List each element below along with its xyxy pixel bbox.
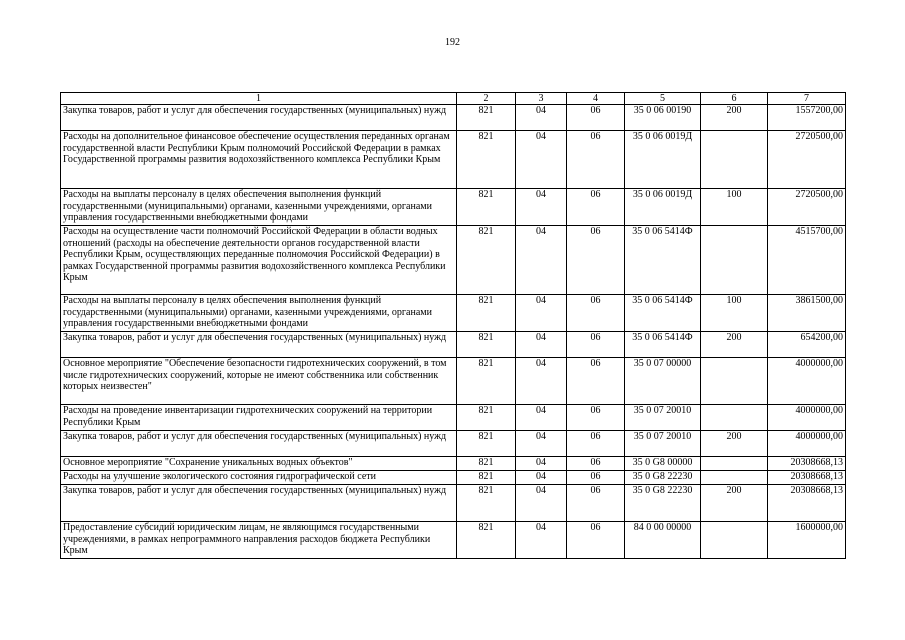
cell-amount: 4515700,00 xyxy=(768,226,846,295)
cell-col-4: 06 xyxy=(567,226,625,295)
cell-col-5: 35 0 07 20010 xyxy=(625,405,701,431)
page-number: 192 xyxy=(445,37,460,48)
header-col-3: 3 xyxy=(516,93,567,105)
cell-col-4: 06 xyxy=(567,431,625,457)
cell-col-2: 821 xyxy=(457,358,516,405)
header-col-7: 7 xyxy=(768,93,846,105)
cell-col-5: 35 0 06 5414Ф xyxy=(625,295,701,332)
table-body xyxy=(61,105,846,559)
cell-col-2: 821 xyxy=(457,431,516,457)
cell-col-5: 35 0 G8 00000 xyxy=(625,457,701,471)
cell-col-5: 35 0 06 0019Д xyxy=(625,189,701,226)
cell-col-4: 06 xyxy=(567,485,625,522)
cell-col-4: 06 xyxy=(567,358,625,405)
cell-col-6 xyxy=(701,471,768,485)
cell-col-5: 35 0 06 5414Ф xyxy=(625,226,701,295)
cell-name: Расходы на выплаты персоналу в целях обеспечения выполнения функций государственными (муниципальными) органами, казенными учреждениями, органами управления государственными внебюджетными фондами xyxy=(61,295,457,332)
cell-name: Закупка товаров, работ и услуг для обеспечения государственных (муниципальных) нужд xyxy=(61,332,457,358)
budget-table xyxy=(60,92,846,559)
cell-col-3: 04 xyxy=(516,485,567,522)
table-row xyxy=(61,131,846,189)
cell-col-3: 04 xyxy=(516,226,567,295)
cell-col-4: 06 xyxy=(567,295,625,332)
cell-col-2: 821 xyxy=(457,295,516,332)
table-row xyxy=(61,457,846,471)
cell-amount: 4000000,00 xyxy=(768,405,846,431)
cell-col-6: 200 xyxy=(701,105,768,131)
cell-col-6: 200 xyxy=(701,485,768,522)
table-row xyxy=(61,431,846,457)
cell-col-5: 35 0 06 5414Ф xyxy=(625,332,701,358)
header-col-4: 4 xyxy=(567,93,625,105)
cell-name: Закупка товаров, работ и услуг для обеспечения государственных (муниципальных) нужд xyxy=(61,431,457,457)
table-row xyxy=(61,522,846,559)
cell-col-4: 06 xyxy=(567,189,625,226)
cell-col-3: 04 xyxy=(516,131,567,189)
cell-name: Основное мероприятие "Сохранение уникальных водных объектов" xyxy=(61,457,457,471)
cell-col-2: 821 xyxy=(457,189,516,226)
header-col-5: 5 xyxy=(625,93,701,105)
cell-col-2: 821 xyxy=(457,485,516,522)
cell-name: Расходы на улучшение экологического состояния гидрографической сети xyxy=(61,471,457,485)
table-row xyxy=(61,332,846,358)
cell-amount: 1557200,00 xyxy=(768,105,846,131)
cell-col-2: 821 xyxy=(457,457,516,471)
cell-col-6 xyxy=(701,131,768,189)
cell-col-3: 04 xyxy=(516,295,567,332)
table-row xyxy=(61,226,846,295)
cell-col-5: 35 0 G8 22230 xyxy=(625,485,701,522)
header-col-2: 2 xyxy=(457,93,516,105)
cell-col-3: 04 xyxy=(516,431,567,457)
cell-col-6: 200 xyxy=(701,332,768,358)
cell-col-5: 35 0 06 0019Д xyxy=(625,131,701,189)
cell-col-2: 821 xyxy=(457,471,516,485)
cell-col-6: 200 xyxy=(701,431,768,457)
cell-col-6 xyxy=(701,405,768,431)
cell-col-3: 04 xyxy=(516,332,567,358)
cell-name: Расходы на проведение инвентаризации гидротехнических сооружений на территории Республики Крым xyxy=(61,405,457,431)
cell-col-6 xyxy=(701,226,768,295)
cell-amount: 654200,00 xyxy=(768,332,846,358)
cell-col-3: 04 xyxy=(516,105,567,131)
cell-col-3: 04 xyxy=(516,471,567,485)
table-row xyxy=(61,485,846,522)
header-col-1: 1 xyxy=(61,93,457,105)
cell-col-6 xyxy=(701,457,768,471)
cell-amount: 4000000,00 xyxy=(768,358,846,405)
cell-col-3: 04 xyxy=(516,358,567,405)
cell-col-4: 06 xyxy=(567,131,625,189)
cell-amount: 20308668,13 xyxy=(768,485,846,522)
header-col-6: 6 xyxy=(701,93,768,105)
cell-col-6 xyxy=(701,358,768,405)
cell-col-3: 04 xyxy=(516,189,567,226)
cell-col-2: 821 xyxy=(457,405,516,431)
cell-name: Закупка товаров, работ и услуг для обеспечения государственных (муниципальных) нужд xyxy=(61,485,457,522)
cell-col-3: 04 xyxy=(516,522,567,559)
cell-amount: 2720500,00 xyxy=(768,131,846,189)
cell-col-6: 100 xyxy=(701,189,768,226)
cell-col-2: 821 xyxy=(457,332,516,358)
cell-amount: 20308668,13 xyxy=(768,457,846,471)
cell-amount: 20308668,13 xyxy=(768,471,846,485)
cell-name: Закупка товаров, работ и услуг для обеспечения государственных (муниципальных) нужд xyxy=(61,105,457,131)
cell-col-3: 04 xyxy=(516,457,567,471)
cell-col-4: 06 xyxy=(567,405,625,431)
cell-col-2: 821 xyxy=(457,131,516,189)
cell-col-4: 06 xyxy=(567,332,625,358)
cell-amount: 3861500,00 xyxy=(768,295,846,332)
table-row xyxy=(61,105,846,131)
cell-col-3: 04 xyxy=(516,405,567,431)
cell-col-4: 06 xyxy=(567,457,625,471)
cell-name: Расходы на осуществление части полномочий Российской Федерации в области водных отношений (расходы на обеспечение деятельности органов государственной власти Республики Крым, осуществляющих переданные полномочия Российской Федерации) в рамках Государственной программы развития водохозяйственного комплекса Республики Крым xyxy=(61,226,457,295)
cell-col-4: 06 xyxy=(567,105,625,131)
cell-name: Расходы на выплаты персоналу в целях обеспечения выполнения функций государственными (муниципальными) органами, казенными учреждениями, органами управления государственными внебюджетными фондами xyxy=(61,189,457,226)
cell-col-2: 821 xyxy=(457,105,516,131)
cell-amount: 1600000,00 xyxy=(768,522,846,559)
cell-col-4: 06 xyxy=(567,522,625,559)
header-row xyxy=(61,93,846,105)
cell-amount: 4000000,00 xyxy=(768,431,846,457)
cell-col-6 xyxy=(701,522,768,559)
cell-col-5: 84 0 00 00000 xyxy=(625,522,701,559)
cell-name: Основное мероприятие "Обеспечение безопасности гидротехнических сооружений, в том числе гидротехнических сооружений, которые не имеют собственника или собственник которых неизвестен" xyxy=(61,358,457,405)
cell-col-2: 821 xyxy=(457,226,516,295)
cell-col-5: 35 0 06 00190 xyxy=(625,105,701,131)
cell-col-4: 06 xyxy=(567,471,625,485)
cell-col-2: 821 xyxy=(457,522,516,559)
table-row xyxy=(61,358,846,405)
cell-col-5: 35 0 07 20010 xyxy=(625,431,701,457)
table-row xyxy=(61,471,846,485)
cell-name: Расходы на дополнительное финансовое обеспечение осуществления переданных органам государственной власти Республики Крым полномочий Российской Федерации в рамках Государственной программы развития водохозяйственного комплекса Республики Крым xyxy=(61,131,457,189)
table-row xyxy=(61,189,846,226)
table-row xyxy=(61,295,846,332)
cell-name: Предоставление субсидий юридическим лицам, не являющимся государственными учреждениями, в рамках непрограммного направления расходов бюджета Республики Крым xyxy=(61,522,457,559)
table-row xyxy=(61,405,846,431)
cell-col-5: 35 0 07 00000 xyxy=(625,358,701,405)
cell-col-6: 100 xyxy=(701,295,768,332)
cell-col-5: 35 0 G8 22230 xyxy=(625,471,701,485)
cell-amount: 2720500,00 xyxy=(768,189,846,226)
